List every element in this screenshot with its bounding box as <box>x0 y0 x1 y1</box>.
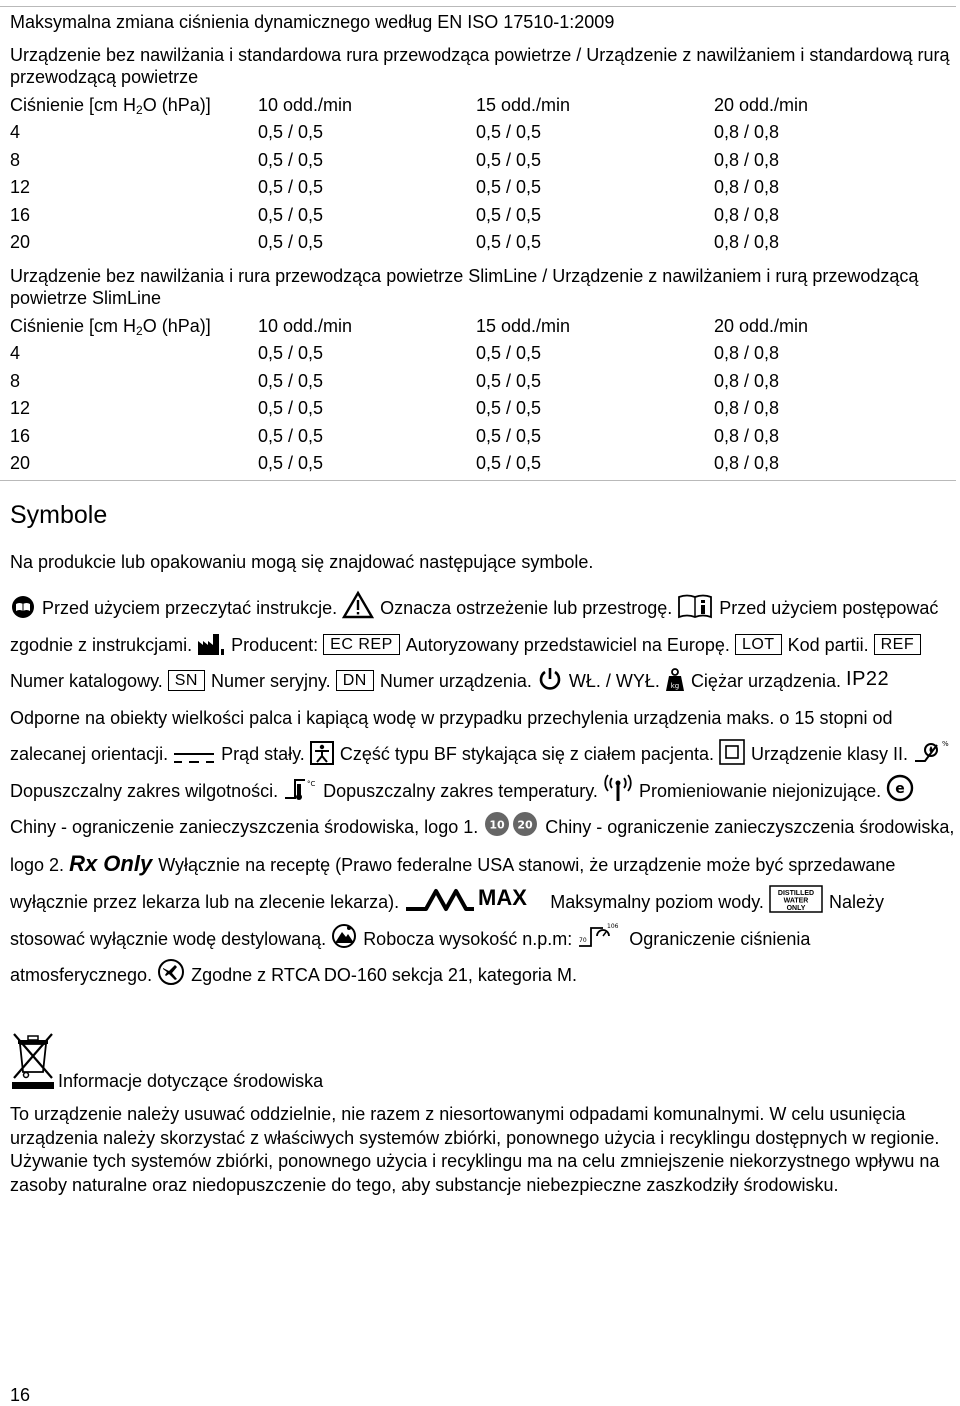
symbol-description: Numer katalogowy. <box>10 671 163 691</box>
table-cell: 0,8 / 0,8 <box>714 343 780 364</box>
pressure-table <box>10 92 950 256</box>
table-cell: 0,5 / 0,5 <box>476 370 542 391</box>
svg-text:20: 20 <box>517 818 533 832</box>
svg-text:70: 70 <box>579 936 587 944</box>
type-bf-icon <box>310 741 334 765</box>
table-cell: 12 <box>10 177 31 198</box>
column-header: 10 odd./min <box>258 95 353 115</box>
symbol-description: WŁ. / WYŁ. <box>568 671 660 691</box>
table-cell: 4 <box>10 122 21 143</box>
table-cell: 0,8 / 0,8 <box>714 453 780 474</box>
symbol-description: Zgodne z RTCA DO-160 sekcja 21, kategoria M. <box>191 965 577 985</box>
pressure-table-section-slimline <box>10 265 950 477</box>
symbols-list <box>10 590 955 994</box>
symbol-description: Ograniczenie ciśnienia atmosferycznego. <box>10 928 811 985</box>
symbol-description: Autoryzowany przedstawiciel na Europę. <box>405 634 730 655</box>
symbol-description: Chiny - ograniczenie zanieczyszczenia środowiska, logo 2. <box>10 817 955 875</box>
table-row <box>10 174 950 201</box>
power-icon <box>537 666 563 692</box>
symbol-description: Dopuszczalny zakres wilgotności. <box>10 780 279 801</box>
table-cell: 8 <box>10 149 21 170</box>
pressure-column-header: Ciśnienie [cm $H_2O$ (hPa)] <box>10 316 211 338</box>
svg-text:%: % <box>942 740 949 748</box>
table-cell: 0,5 / 0,5 <box>258 177 324 198</box>
pressure-table-section-standard <box>10 44 950 256</box>
table-row <box>10 202 950 229</box>
table-cell: 0,8 / 0,8 <box>714 149 780 170</box>
table-cell: 16 <box>10 204 31 225</box>
svg-text:WATER: WATER <box>783 897 809 905</box>
table-cell: 0,5 / 0,5 <box>258 204 324 225</box>
symbols-heading: Symbole <box>10 501 108 529</box>
environment-info <box>10 1030 410 1092</box>
table-header-row <box>10 92 950 119</box>
humidity-range-icon <box>913 739 947 765</box>
svg-text:kg: kg <box>670 682 680 690</box>
symbol-description: Oznacza ostrzeżenie lub przestrogę. <box>380 598 673 618</box>
table-cell: 0,5 / 0,5 <box>476 425 542 446</box>
table-cell: 8 <box>10 370 21 391</box>
table-cell: 0,5 / 0,5 <box>258 343 324 364</box>
manufacturer-icon <box>197 632 225 656</box>
column-header: 20 odd./min <box>714 95 809 115</box>
symbol-description: Dopuszczalny zakres temperatury. <box>323 780 598 801</box>
symbol-description: Kod partii. <box>787 634 869 655</box>
symbol-description: Numer seryjny. <box>210 671 331 691</box>
environment-heading: Informacje dotyczące środowiska <box>58 1071 324 1091</box>
distilled-water-icon <box>769 885 823 913</box>
table-row <box>10 423 950 450</box>
ec-rep-icon: EC REP <box>323 634 400 655</box>
symbol-description: Numer urządzenia. <box>379 671 532 691</box>
table-cell: 0,5 / 0,5 <box>258 398 324 419</box>
max-water-level-icon <box>404 883 544 913</box>
warning-icon <box>342 591 374 619</box>
atmospheric-pressure-icon <box>577 922 623 950</box>
china-pollution-1-icon <box>886 774 914 802</box>
svg-text:106: 106 <box>607 922 619 930</box>
lot-icon: LOT <box>735 634 782 655</box>
symbols-intro: Na produkcie lub opakowaniu mogą się znajdować następujące symbole. <box>10 552 594 572</box>
table-cell: 0,5 / 0,5 <box>476 177 542 198</box>
table-cell: 0,5 / 0,5 <box>476 204 542 225</box>
table-cell: 0,8 / 0,8 <box>714 232 780 253</box>
table-row <box>10 340 950 367</box>
symbol-description: Należy stosować wyłącznie wodę destylowaną. <box>10 892 884 949</box>
table-cell: 20 <box>10 453 31 474</box>
table-row <box>10 395 950 422</box>
symbol-description: Odporne na obiekty wielkości palca i kapiącą wodę w przypadku przechylenia urządzenia maks. o 15 stopni od zalecanej orientacji. <box>10 707 893 764</box>
table-header-row <box>10 313 950 340</box>
column-header: 15 odd./min <box>476 316 571 336</box>
ref-icon: REF <box>874 634 922 655</box>
table-cell: 0,5 / 0,5 <box>476 149 542 170</box>
table-cell: 0,8 / 0,8 <box>714 398 780 419</box>
table-row <box>10 119 950 146</box>
symbol-description: Wyłącznie na receptę (Prawo federalne USA stanowi, że urządzenie może być sprzedawane wyłącznie przez lekarza lub na zlecenie lekarza). <box>10 854 896 912</box>
table-cell: 0,5 / 0,5 <box>476 453 542 474</box>
svg-text:MAX: MAX <box>478 885 528 910</box>
symbol-description: Promieniowanie niejonizujące. <box>638 780 882 801</box>
rx-only-icon: Rx Only <box>69 850 153 876</box>
svg-text:10: 10 <box>489 818 505 832</box>
pressure-column-header: Ciśnienie [cm $H_2O$ (hPa)] <box>10 95 211 117</box>
table-row <box>10 147 950 174</box>
class-ii-icon <box>719 739 745 765</box>
table-cell: 0,5 / 0,5 <box>476 398 542 419</box>
follow-instructions-icon <box>677 593 713 619</box>
altitude-icon <box>331 922 357 950</box>
ip22-icon: IP22 <box>846 668 890 690</box>
symbol-description: Producent: <box>231 634 319 655</box>
table-cell: 0,5 / 0,5 <box>476 343 542 364</box>
table-row <box>10 368 950 395</box>
symbol-description: Urządzenie klasy II. <box>751 744 909 764</box>
symbol-description: Chiny - ograniczenie zanieczyszczenia środowiska, logo 1. <box>10 817 479 837</box>
non-ionizing-radiation-icon <box>603 774 633 802</box>
svg-text:DISTILLED: DISTILLED <box>777 890 815 897</box>
environment-paragraph: To urządzenie należy usuwać oddzielnie, nie razem z niesortowanymi odpadami komunalnymi. W celu usunięcia urządzenia należy skorzystać z właściwych systemów zbiórki, ponownego użycia i recyklingu dostępnych w regionie. Używanie tych systemów zbiórki, ponownego użycia i recyklingu ma na celu zmniejszenie niekorzystnego wpływu na zasoby naturalne oraz niedopuszczenie do tego, aby substancje niebezpieczne zaszkodziły środowisku. <box>10 1104 940 1195</box>
table-cell: 0,8 / 0,8 <box>714 425 780 446</box>
table-cell: 20 <box>10 232 31 253</box>
china-pollution-2-icon <box>483 810 539 838</box>
dn-icon: DN <box>336 670 374 691</box>
airplane-icon <box>157 958 185 986</box>
table-heading: Urządzenie bez nawilżania i rura przewodząca powietrze SlimLine / Urządzenie z nawilżaniem i rurą przewodzącą powietrze SlimLine <box>10 266 919 308</box>
table-heading: Urządzenie bez nawilżania i standardowa rura przewodząca powietrze / Urządzenie z nawilżaniem i standardową rurą przewodzącą powietrze <box>10 45 950 87</box>
table-cell: 0,5 / 0,5 <box>476 122 542 143</box>
weight-icon <box>665 668 685 692</box>
table-cell: 0,5 / 0,5 <box>258 232 324 253</box>
symbol-description: Robocza wysokość n.p.m: <box>363 928 573 949</box>
table-cell: 0,5 / 0,5 <box>258 122 324 143</box>
table-cell: 16 <box>10 425 31 446</box>
svg-text:ONLY: ONLY <box>786 905 806 912</box>
weee-bin-icon <box>10 1030 56 1095</box>
table-cell: 0,5 / 0,5 <box>258 425 324 446</box>
symbol-description: Ciężar urządzenia. <box>690 671 842 691</box>
table-row <box>10 450 950 477</box>
table-cell: 0,8 / 0,8 <box>714 122 780 143</box>
symbol-description: Przed użyciem postępować zgodnie z instrukcjami. <box>10 598 939 655</box>
table-cell: 0,5 / 0,5 <box>258 370 324 391</box>
pressure-table <box>10 313 950 477</box>
symbol-description: Maksymalny poziom wody. <box>550 892 764 912</box>
top-rule <box>0 6 956 7</box>
table-cell: 0,5 / 0,5 <box>258 453 324 474</box>
table-cell: 0,5 / 0,5 <box>476 232 542 253</box>
table-cell: 0,8 / 0,8 <box>714 204 780 225</box>
table-cell: 12 <box>10 398 31 419</box>
read-instructions-icon <box>10 595 36 619</box>
column-header: 15 odd./min <box>476 95 571 115</box>
sn-icon: SN <box>168 670 205 691</box>
symbol-description: Prąd stały. <box>221 744 305 764</box>
temperature-range-icon <box>283 776 317 802</box>
page-title: Maksymalna zmiana ciśnienia dynamicznego według EN ISO 17510-1:2009 <box>10 12 615 32</box>
symbol-description: Część typu BF stykająca się z ciałem pacjenta. <box>339 744 714 764</box>
table-cell: 0,8 / 0,8 <box>714 177 780 198</box>
table-cell: 4 <box>10 343 21 364</box>
page-number: 16 <box>10 1385 31 1405</box>
column-header: 20 odd./min <box>714 316 809 336</box>
table-cell: 0,8 / 0,8 <box>714 370 780 391</box>
column-header: 10 odd./min <box>258 316 353 336</box>
table-row <box>10 229 950 256</box>
svg-text:°C: °C <box>307 779 316 788</box>
svg-text:e: e <box>895 780 905 797</box>
symbol-description: Przed użyciem przeczytać instrukcje. <box>42 598 338 618</box>
table-cell: 0,5 / 0,5 <box>258 149 324 170</box>
section-divider <box>0 480 956 481</box>
direct-current-icon <box>173 751 215 765</box>
